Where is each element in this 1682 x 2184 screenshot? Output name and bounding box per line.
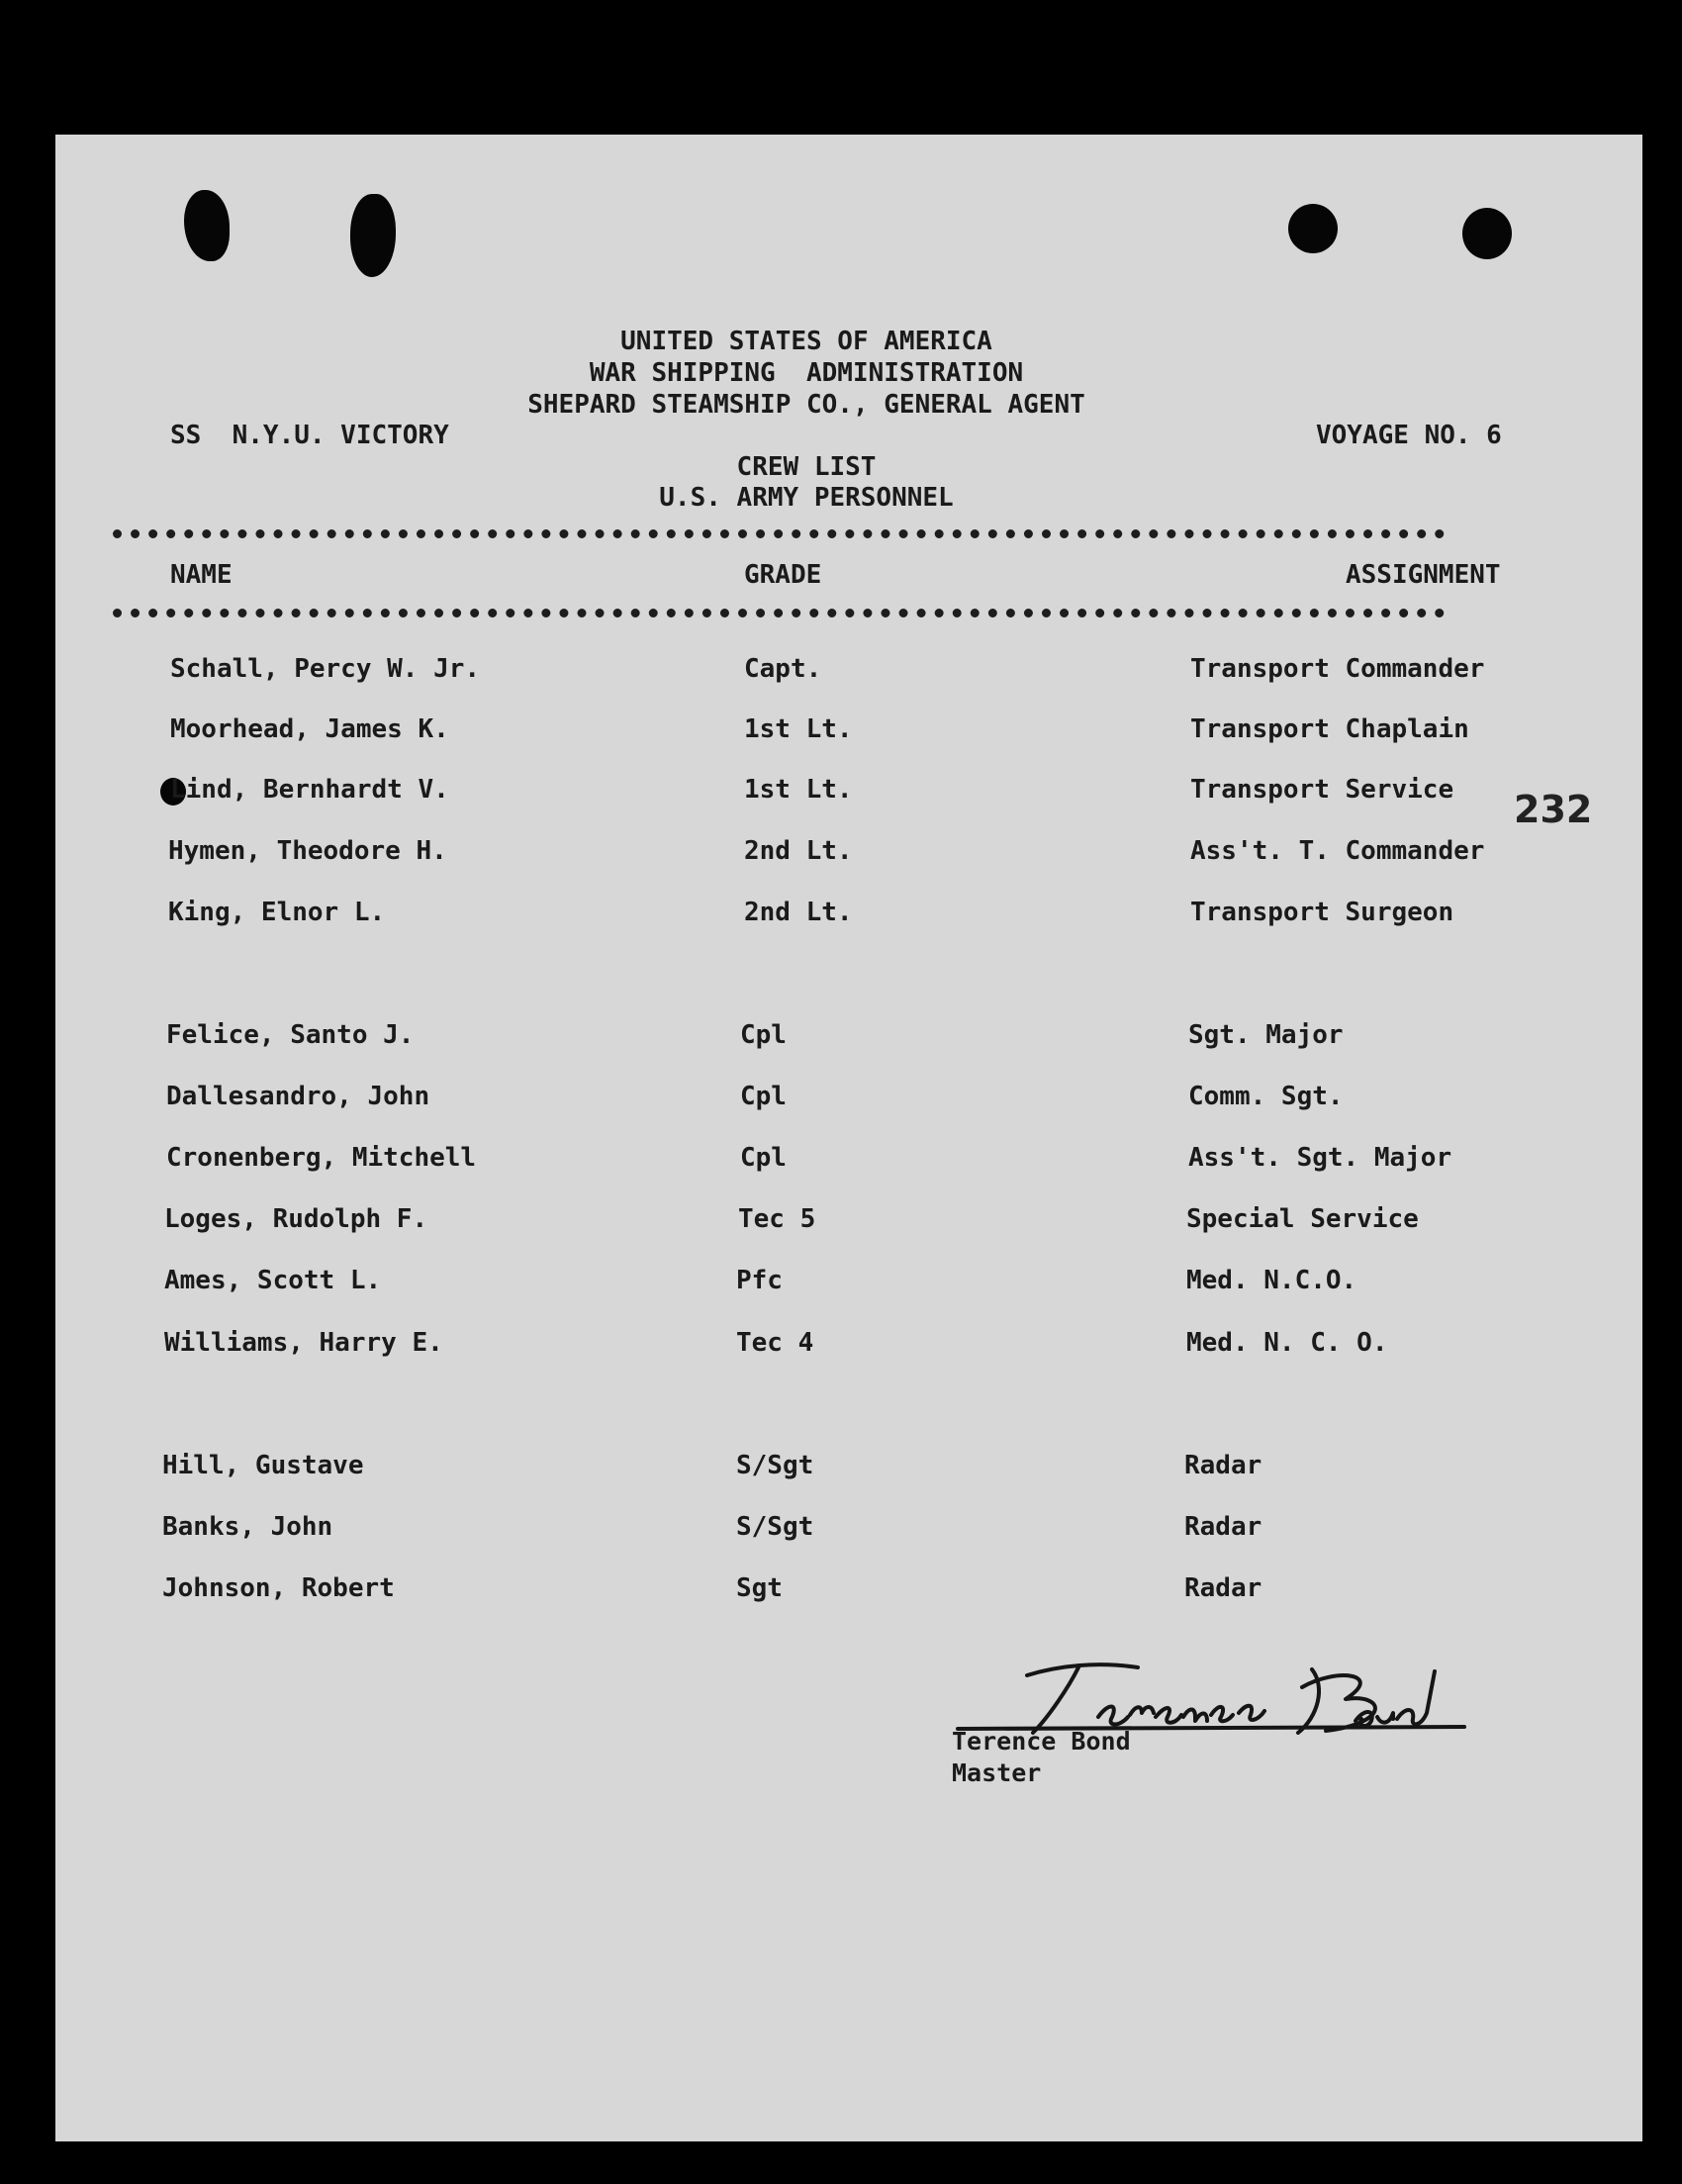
table-row (0, 1142, 1682, 1176)
table-row (0, 1265, 1682, 1298)
table-row (0, 1081, 1682, 1114)
crew-name: Dallesandro, John (166, 1082, 430, 1111)
crew-assignment: Radar (1184, 1573, 1262, 1603)
crew-assignment: Ass't. Sgt. Major (1188, 1143, 1452, 1173)
crew-grade: Cpl (740, 1020, 787, 1050)
crew-name: Hymen, Theodore H. (168, 836, 447, 866)
crew-assignment: Transport Chaplain (1190, 714, 1469, 744)
crew-grade: Tec 4 (736, 1328, 814, 1358)
crew-name: Loges, Rudolph F. (164, 1204, 428, 1234)
crew-grade: 1st Lt. (744, 775, 853, 805)
crew-assignment: Transport Service (1190, 775, 1454, 805)
punch-hole-right-1 (1288, 204, 1338, 253)
crew-assignment: Comm. Sgt. (1188, 1082, 1344, 1111)
crew-grade: 1st Lt. (744, 714, 853, 744)
crew-assignment: Sgt. Major (1188, 1020, 1344, 1050)
crew-name: Lind, Bernhardt V. (170, 775, 449, 805)
voyage-number: VOYAGE NO. 6 (1316, 421, 1502, 450)
crew-name: Ames, Scott L. (164, 1266, 382, 1295)
page-number: 232 (1514, 788, 1593, 831)
dotted-rule-top (113, 529, 1445, 538)
table-row (0, 1450, 1682, 1483)
crew-name: Moorhead, James K. (170, 714, 449, 744)
crew-grade: Sgt (736, 1573, 783, 1603)
crew-grade: Capt. (744, 654, 822, 684)
crew-assignment: Ass't. T. Commander (1190, 836, 1485, 866)
crew-name: Williams, Harry E. (164, 1328, 443, 1358)
header-line-2: WAR SHIPPING ADMINISTRATION (589, 358, 1024, 388)
crew-grade: S/Sgt (736, 1512, 814, 1542)
table-row (0, 1327, 1682, 1361)
crew-assignment: Med. N. C. O. (1186, 1328, 1388, 1358)
signature-printed-name: Terence Bond (952, 1727, 1131, 1756)
table-row (0, 774, 1682, 807)
crew-grade: 2nd Lt. (744, 898, 853, 927)
dotted-rule-bottom (113, 609, 1445, 617)
column-header-name: NAME (170, 560, 233, 590)
crew-assignment: Special Service (1186, 1204, 1419, 1234)
column-header-grade: GRADE (744, 560, 822, 590)
table-row (0, 653, 1682, 687)
crew-assignment: Transport Surgeon (1190, 898, 1454, 927)
signature-title: Master (952, 1758, 1042, 1787)
crew-assignment: Med. N.C.O. (1186, 1266, 1357, 1295)
crew-grade: Cpl (740, 1082, 787, 1111)
crew-grade: 2nd Lt. (744, 836, 853, 866)
crew-grade: Pfc (736, 1266, 783, 1295)
table-row (0, 835, 1682, 869)
crew-name: Felice, Santo J. (166, 1020, 415, 1050)
header-line-3: SHEPARD STEAMSHIP CO., GENERAL AGENT (527, 390, 1085, 420)
ship-name: SS N.Y.U. VICTORY (170, 421, 449, 450)
document-subtitle: U.S. ARMY PERSONNEL (659, 483, 954, 513)
table-row (0, 713, 1682, 747)
crew-assignment: Radar (1184, 1451, 1262, 1480)
crew-assignment: Transport Commander (1190, 654, 1485, 684)
crew-name: Banks, John (162, 1512, 333, 1542)
column-header-assignment: ASSIGNMENT (1346, 560, 1501, 590)
crew-name: King, Elnor L. (168, 898, 386, 927)
crew-grade: S/Sgt (736, 1451, 814, 1480)
table-row (0, 897, 1682, 930)
crew-name: Hill, Gustave (162, 1451, 364, 1480)
table-row (0, 1572, 1682, 1606)
crew-name: Johnson, Robert (162, 1573, 395, 1603)
crew-assignment: Radar (1184, 1512, 1262, 1542)
crew-grade: Cpl (740, 1143, 787, 1173)
table-row (0, 1511, 1682, 1545)
punch-hole-right-2 (1462, 208, 1512, 259)
table-row (0, 1019, 1682, 1053)
crew-name: Cronenberg, Mitchell (166, 1143, 477, 1173)
crew-grade: Tec 5 (738, 1204, 816, 1234)
crew-name: Schall, Percy W. Jr. (170, 654, 481, 684)
header-line-1: UNITED STATES OF AMERICA (620, 327, 992, 356)
table-row (0, 1203, 1682, 1237)
document-title: CREW LIST (736, 452, 877, 482)
